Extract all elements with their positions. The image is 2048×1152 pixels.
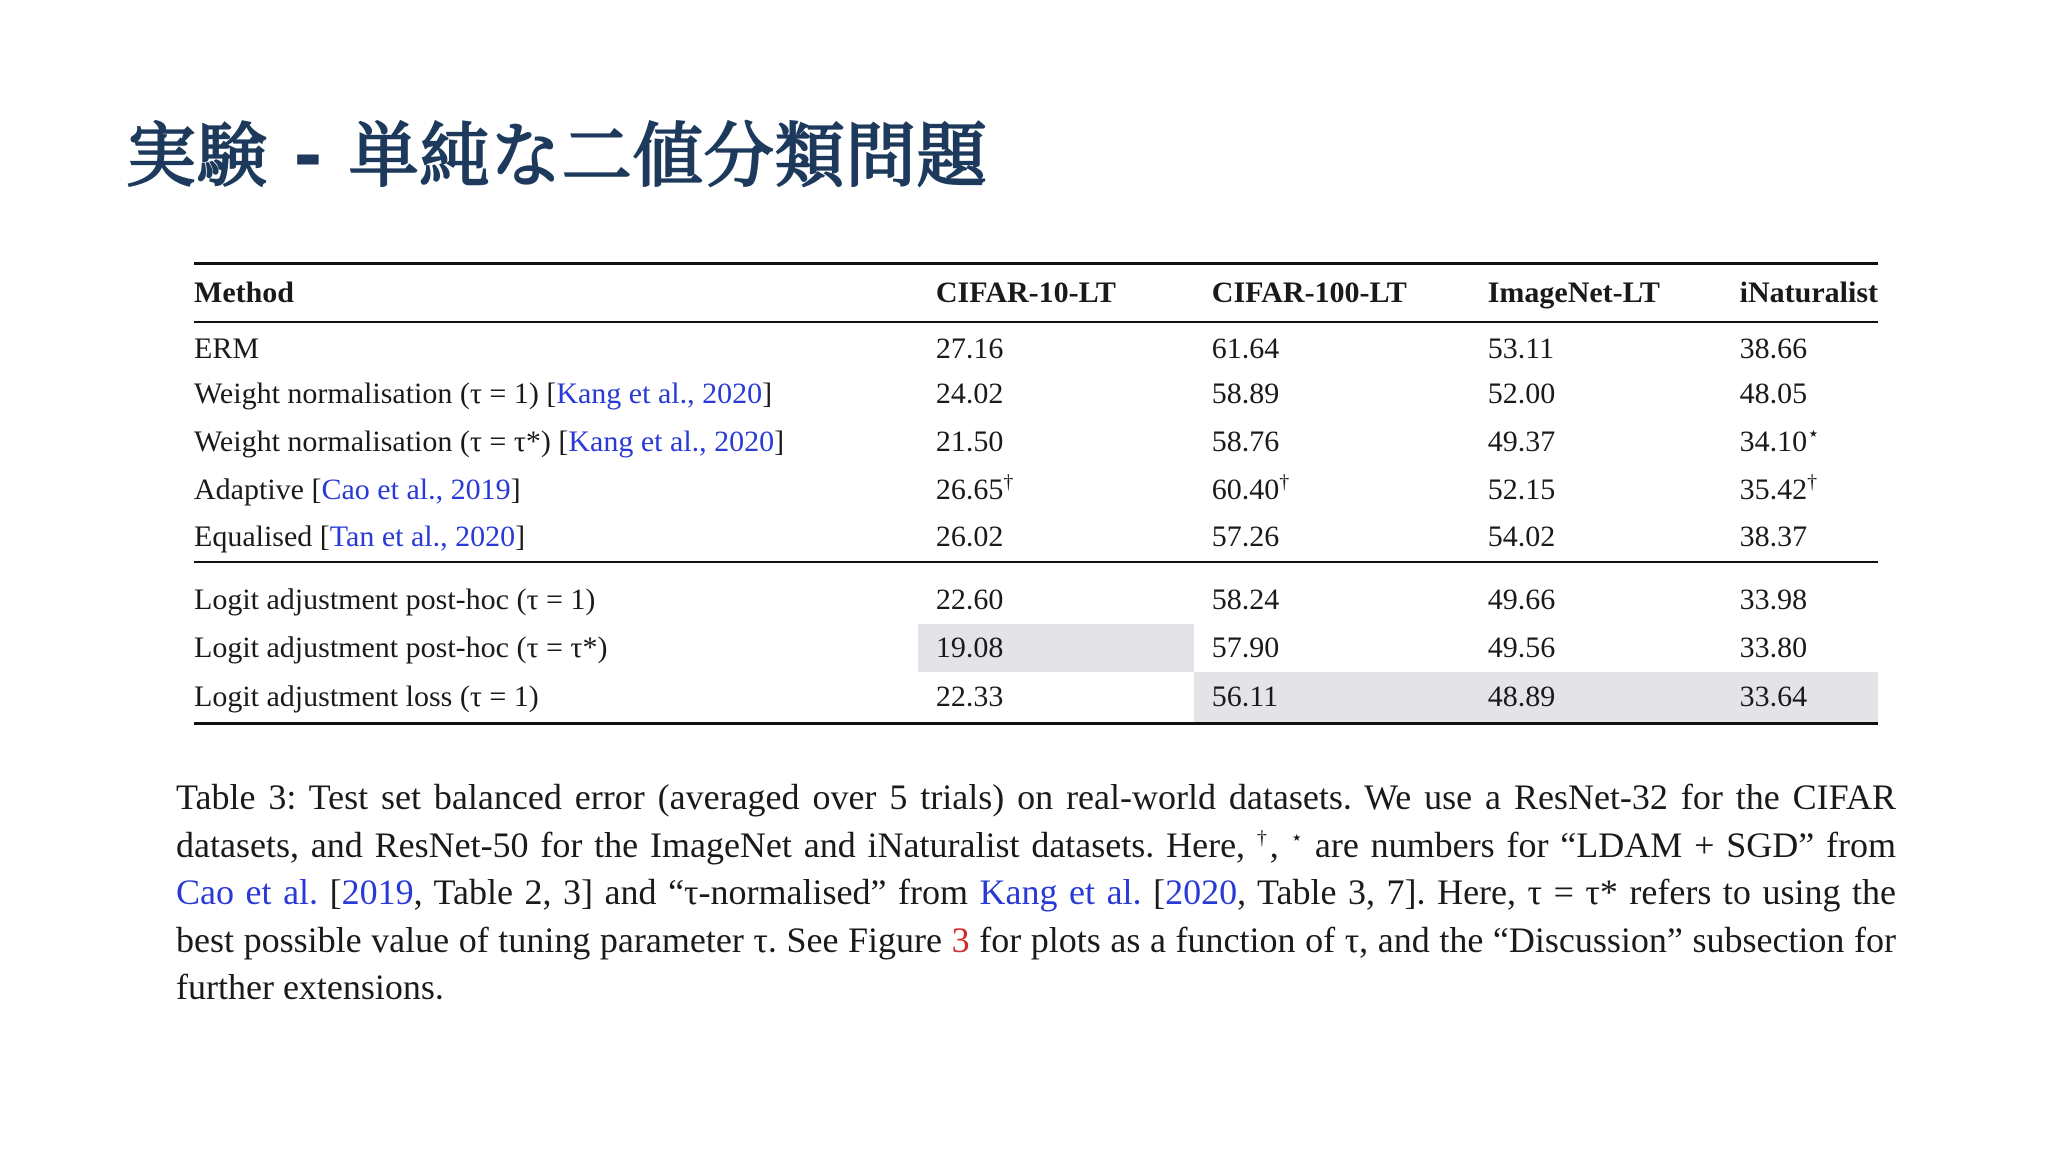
value-cell-highlighted	[1194, 672, 1488, 724]
table-row	[194, 370, 1878, 418]
citation-year[interactable]: 2019	[450, 472, 511, 506]
value: 27.16	[935, 332, 1004, 365]
method-name: Logit adjustment loss (τ = 1)	[194, 679, 539, 713]
dagger-mark: †	[1279, 470, 1290, 493]
results-table	[194, 262, 1878, 725]
dagger-mark: †	[1256, 826, 1270, 849]
value: 60.40	[1211, 472, 1280, 506]
table-header-row	[194, 264, 1878, 322]
value: 49.56	[1487, 630, 1556, 664]
citation-link[interactable]: Cao et al., 2019	[321, 472, 511, 506]
value: 61.64	[1211, 332, 1280, 365]
star-mark: ⋆	[1290, 826, 1304, 849]
method-name: Logit adjustment post-hoc (τ = τ*)	[194, 630, 608, 664]
citation-link[interactable]: Kang et al., 2020	[568, 424, 775, 458]
col-header-imagenet: ImageNet-LT	[1487, 275, 1660, 309]
value: 53.11	[1487, 332, 1555, 365]
value-cell	[918, 418, 1194, 466]
method-name: Weight normalisation (τ = 1) [	[194, 376, 557, 410]
bracket: ]	[762, 376, 773, 410]
value-cell	[1740, 562, 1878, 624]
value-cell-highlighted	[1740, 672, 1878, 724]
col-header-method: Method	[194, 275, 294, 309]
method-cell	[194, 562, 918, 624]
caption-text: are numbers for “LDAM + SGD” from	[1303, 824, 1897, 865]
table-row	[194, 466, 1878, 514]
value-cell	[1740, 514, 1878, 562]
table-caption	[176, 774, 1896, 1012]
citation-author[interactable]: Tan et al.	[329, 520, 441, 553]
value-cell	[1194, 562, 1488, 624]
table-row	[194, 624, 1878, 672]
citation-link[interactable]: 2019	[341, 872, 414, 912]
value-cell	[918, 672, 1194, 724]
dagger-mark: †	[1003, 470, 1014, 493]
value-cell	[1194, 370, 1488, 418]
method-name: Equalised [	[194, 520, 330, 553]
value: 52.00	[1487, 376, 1556, 410]
value: 49.37	[1487, 424, 1556, 458]
citation-link[interactable]: Kang et al.	[979, 872, 1142, 912]
value: 22.33	[935, 679, 1004, 713]
value: 58.24	[1211, 583, 1280, 616]
bracket: ]	[515, 520, 526, 553]
method-cell	[194, 466, 918, 514]
citation-year[interactable]: 2020	[455, 520, 516, 553]
method-name: Weight normalisation (τ = τ*) [	[194, 424, 569, 458]
citation-link[interactable]: Kang et al., 2020	[556, 376, 763, 410]
dagger-mark: †	[1807, 470, 1818, 493]
value-cell	[1740, 370, 1878, 418]
method-cell	[194, 418, 918, 466]
citation-year[interactable]: 2020	[702, 376, 763, 410]
caption-text: [	[318, 872, 342, 912]
value-cell	[1194, 624, 1488, 672]
value-cell	[1488, 418, 1740, 466]
value-cell	[1194, 322, 1488, 370]
value-cell	[1740, 624, 1878, 672]
value: 26.02	[935, 520, 1004, 553]
col-header-cifar10: CIFAR-10-LT	[935, 275, 1116, 309]
value-cell	[918, 370, 1194, 418]
method-cell	[194, 322, 918, 370]
citation-author[interactable]: Cao et al.	[321, 472, 436, 506]
value-cell	[918, 514, 1194, 562]
value-cell	[918, 466, 1194, 514]
value-cell-highlighted	[918, 624, 1194, 672]
value-cell	[1194, 514, 1488, 562]
citation-year[interactable]: 2020	[714, 424, 775, 458]
value-cell	[1740, 466, 1878, 514]
value-cell	[1194, 466, 1488, 514]
table-row	[194, 322, 1878, 370]
caption-text: [	[1141, 872, 1166, 912]
value: 57.90	[1211, 630, 1280, 664]
value: 49.66	[1487, 583, 1556, 616]
caption-text: , Table 3, 7]. Here, τ = τ* refers to using the best possible value of tuning parameter τ. See Figure	[176, 872, 1896, 960]
slide-title: 実験 - 単純な二値分類問題	[126, 115, 988, 197]
star-mark: ⋆	[1807, 422, 1820, 445]
method-name: Logit adjustment post-hoc (τ = 1)	[194, 583, 596, 616]
value: 21.50	[935, 424, 1004, 458]
value-cell	[1194, 418, 1488, 466]
value-cell	[918, 322, 1194, 370]
value-cell-highlighted	[1488, 672, 1740, 724]
value-cell	[1488, 624, 1740, 672]
value: 38.66	[1739, 332, 1808, 365]
figure-reference-link[interactable]: 3	[951, 919, 970, 960]
table-row	[194, 672, 1878, 724]
caption-text: for plots as a function of τ, and the “Discussion” subsection for further extensions.	[176, 919, 1897, 1007]
method-cell	[194, 624, 918, 672]
value: 19.08	[935, 630, 1004, 664]
value-cell	[1488, 514, 1740, 562]
value-cell	[1488, 322, 1740, 370]
citation-link[interactable]: Tan et al., 2020	[329, 520, 516, 553]
table-row	[194, 562, 1878, 624]
bracket: ]	[510, 472, 521, 506]
value: 57.26	[1211, 520, 1280, 553]
col-header-cifar100: CIFAR-100-LT	[1211, 275, 1407, 309]
value-cell	[918, 562, 1194, 624]
value: 33.64	[1739, 679, 1808, 713]
method-cell	[194, 370, 918, 418]
table-row	[194, 418, 1878, 466]
value: 26.65	[935, 472, 1004, 506]
citation-author[interactable]: Kang et al.	[568, 424, 700, 458]
value-cell	[1488, 466, 1740, 514]
value: 56.11	[1211, 679, 1279, 713]
value: 48.05	[1739, 376, 1808, 410]
value: 38.37	[1739, 520, 1808, 553]
method-name: ERM	[194, 332, 260, 365]
caption-text: Table 3: Test set balanced error (averaged over 5 trials) on real-world datasets. We use a ResNet-32 for the CIFAR datasets, and ResNet-50 for the ImageNet and iNaturalist datasets. Here,	[176, 777, 1896, 865]
value: 22.60	[935, 583, 1004, 616]
citation-link[interactable]: 2020	[1165, 872, 1238, 912]
method-cell	[194, 672, 918, 724]
value: 34.10	[1739, 424, 1808, 458]
col-header-inaturalist: iNaturalist	[1739, 275, 1878, 309]
value-cell	[1488, 562, 1740, 624]
value-cell	[1740, 418, 1878, 466]
value-cell	[1488, 370, 1740, 418]
value: 54.02	[1487, 520, 1556, 553]
value: 33.98	[1739, 583, 1808, 616]
caption-text: , Table 2, 3] and “τ-normalised” from	[413, 872, 980, 912]
value: 33.80	[1739, 630, 1808, 664]
citation-author[interactable]: Kang et al.	[556, 376, 688, 410]
value-cell	[1740, 322, 1878, 370]
value: 58.76	[1211, 424, 1280, 458]
value: 48.89	[1487, 679, 1556, 713]
caption-text: ,	[1269, 824, 1291, 865]
value: 24.02	[935, 376, 1004, 410]
method-cell	[194, 514, 918, 562]
table-row	[194, 514, 1878, 562]
citation-link[interactable]: Cao et al.	[176, 872, 319, 912]
value: 58.89	[1211, 376, 1280, 410]
value: 35.42	[1739, 472, 1808, 506]
bracket: ]	[774, 424, 785, 458]
value: 52.15	[1487, 472, 1556, 506]
method-name: Adaptive [	[194, 472, 322, 506]
